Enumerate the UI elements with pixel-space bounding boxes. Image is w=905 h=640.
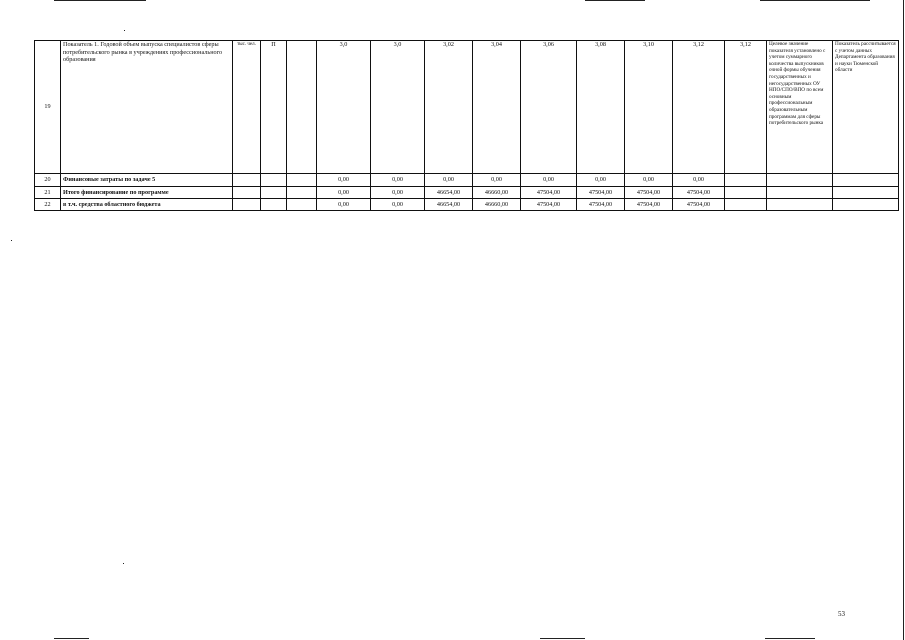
value-cell: 47504,00 [521, 199, 577, 211]
empty-cell [833, 199, 899, 211]
program-indicators-table [34, 40, 899, 211]
empty-cell [833, 187, 899, 199]
value-cell: 0,00 [625, 174, 673, 187]
empty-cell [287, 174, 317, 187]
value-cell: 0,00 [317, 199, 371, 211]
row-number: 21 [35, 187, 61, 199]
value-cell: 3,12 [673, 41, 725, 174]
scan-mark-right-edge [903, 0, 904, 640]
value-cell: 0,00 [371, 174, 425, 187]
table-row [35, 174, 899, 187]
row-title: Итого финансирование по программе [61, 187, 233, 199]
empty-cell [767, 199, 833, 211]
value-cell: 3,0 [317, 41, 371, 174]
value-cell: 47504,00 [521, 187, 577, 199]
unit-cell: тыс. чел. [233, 41, 261, 174]
row-number: 20 [35, 174, 61, 187]
scan-mark-bottom-right [765, 638, 815, 639]
empty-cell [261, 174, 287, 187]
empty-cell [287, 199, 317, 211]
scan-dot [124, 30, 125, 31]
value-cell: 0,00 [317, 187, 371, 199]
scan-mark-bottom-mid [540, 638, 585, 639]
value-cell: 47504,00 [625, 199, 673, 211]
value-cell: 3,12 [725, 41, 767, 174]
target-note: Целевое значение показателя установлено с учетом суммарного количества выпускников очной формы обучения государственных и негосударственных ОУ НПО/СПО/ВПО по всем основным профессиональным образовательным программам для сферы потребительского рынка [767, 41, 833, 174]
indicator-name: Показатель 1. Годовой объем выпуска специалистов сферы потребительского рынка в учреждениях профессионального образования [61, 41, 233, 174]
value-cell: 47504,00 [577, 187, 625, 199]
value-cell: 0,00 [577, 174, 625, 187]
page-number: 53 [838, 610, 845, 618]
value-cell: 0,00 [425, 174, 473, 187]
scan-mark-bottom-left [54, 638, 89, 639]
value-cell: 0,00 [371, 199, 425, 211]
data-source-note: Показатель рассчитывается с учетом данных Департамента образования и науки Тюменской области [833, 41, 899, 174]
empty-cell [261, 187, 287, 199]
empty-cell [767, 174, 833, 187]
empty-cell [725, 199, 767, 211]
table-row [35, 187, 899, 199]
scan-mark-top-left [54, 0, 146, 1]
value-cell: 47504,00 [577, 199, 625, 211]
empty-cell [261, 199, 287, 211]
value-cell: 3,08 [577, 41, 625, 174]
row-number: 19 [35, 41, 61, 174]
empty-cell [287, 187, 317, 199]
table-row [35, 199, 899, 211]
row-number: 22 [35, 199, 61, 211]
scan-dot [123, 563, 124, 564]
value-cell: 0,00 [371, 187, 425, 199]
value-cell: 3,0 [371, 41, 425, 174]
empty-cell [233, 187, 261, 199]
value-cell: 3,02 [425, 41, 473, 174]
empty-cell [767, 187, 833, 199]
scan-mark-top-mid [585, 0, 645, 1]
value-cell: 47504,00 [625, 187, 673, 199]
empty-cell [833, 174, 899, 187]
value-cell: 47504,00 [673, 187, 725, 199]
empty-cell [233, 199, 261, 211]
value-cell: 46654,00 [425, 187, 473, 199]
empty-cell [725, 187, 767, 199]
value-cell: 46654,00 [425, 199, 473, 211]
value-cell: 0,00 [521, 174, 577, 187]
row-title: в т.ч. средства областного бюджета [61, 199, 233, 211]
value-cell: 3,06 [521, 41, 577, 174]
table-row [35, 41, 899, 174]
empty-cell [725, 174, 767, 187]
value-cell: 3,10 [625, 41, 673, 174]
value-cell: 0,00 [673, 174, 725, 187]
row-title: Финансовые затраты по задаче 5 [61, 174, 233, 187]
scan-mark-top-right [760, 0, 870, 1]
value-cell: 0,00 [473, 174, 521, 187]
empty-cell [233, 174, 261, 187]
scan-dot [11, 240, 12, 241]
empty-cell [287, 41, 317, 174]
value-cell: 0,00 [317, 174, 371, 187]
value-cell: 47504,00 [673, 199, 725, 211]
type-cell: П [261, 41, 287, 174]
value-cell: 46660,00 [473, 199, 521, 211]
value-cell: 46660,00 [473, 187, 521, 199]
value-cell: 3,04 [473, 41, 521, 174]
